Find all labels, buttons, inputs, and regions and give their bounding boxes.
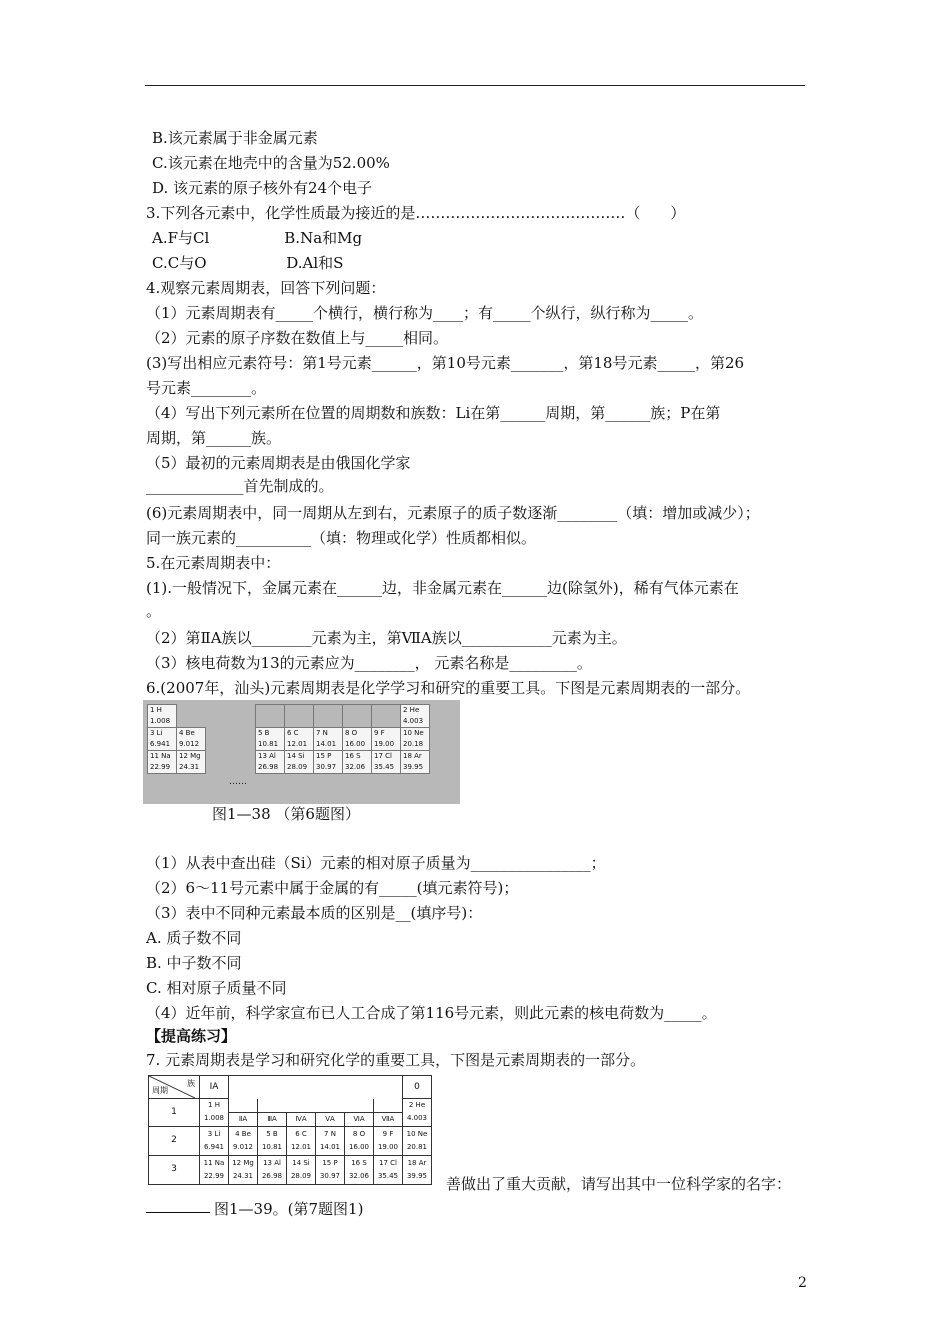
fig2-group-header: ⅠA [200,1076,229,1099]
periodic-table-figure-2 [148,1075,432,1185]
q6-part-3: （3）表中不同种元素最本质的区别是__(填序号)： [146,904,483,922]
fig2-cell: 12 Mg 24.31 [229,1155,258,1184]
question-5: 5.在元素周期表中： [146,554,281,572]
fig2-group-header: 0 [403,1076,432,1099]
question-4: 4.观察元素周期表，回答下列问题： [146,279,386,297]
fig2-group-header: ⅢA [258,1112,287,1126]
fig2-group-header: ⅤA [316,1112,345,1126]
fig2-cell: 4 Be 9.012 [229,1126,258,1155]
option-c: C.该元素在地壳中的含量为52.00% [152,154,390,172]
fig2-corner-header: 族 周期 [149,1076,200,1099]
fig1-cell: 3 Li 6.941 [148,728,177,751]
fig2-cell: 9 F 19.00 [374,1126,403,1155]
fig1-cell: 6 C 12.01 [285,728,314,751]
fig1-cell: 9 F 19.00 [372,728,401,751]
fig2-cell: 2 He 4.003 [403,1099,432,1127]
fig1-cell: 13 Al 26.98 [256,751,285,774]
fig2-cell: 7 N 14.01 [316,1126,345,1155]
fig1-cell: 4 Be 9.012 [177,728,206,751]
question-3: 3.下列各元素中，化学性质最为接近的是……………………………………（ ） [146,204,686,222]
fig2-cell: 14 Si 28.09 [287,1155,316,1184]
periodic-table-figure-1 [143,700,460,804]
q4-part-4: （4）写出下列元素所在位置的周期数和族数：Li在第______周期，第______族；P在第 [146,404,721,422]
question-6: 6.(2007年，汕头)元素周期表是化学学习和研究的重要工具。下图是元素周期表的一部分。 [146,679,751,697]
fig2-cell: 17 Cl 35.45 [374,1155,403,1184]
fig1-cell: 17 Cl 35.45 [372,751,401,774]
fig1-cell: 2 He 4.003 [401,705,430,728]
option-b: B.该元素属于非金属元素 [152,129,318,147]
fig2-period-label: 3 [149,1155,200,1184]
question-7: 7. 元素周期表是学习和研究化学的重要工具，下图是元素周期表的一部分。 [146,1051,646,1069]
fig1-cell: 15 P 30.97 [314,751,343,774]
fig1-ellipsis: …… [229,777,247,787]
fig2-cell: 15 P 30.97 [316,1155,345,1184]
fig2-cell: 11 Na 22.99 [200,1155,229,1184]
fig1-cell: 12 Mg 24.31 [177,751,206,774]
fig2-group-header: ⅥA [345,1112,374,1126]
q5-part-2: （2）第ⅡA族以________元素为主，第ⅦA族以____________元素为主。 [146,629,627,647]
fig2-group-header: ⅣA [287,1112,316,1126]
q6-part-2: （2）6～11号元素中属于金属的有_____(填元素符号)； [146,879,519,897]
fig1-right-block [255,704,430,774]
q4-part-5-cont: _____________首先制成的。 [146,477,334,495]
fig2-cell: 18 Ar 39.95 [403,1155,432,1184]
fig2-period-label: 1 [149,1099,200,1127]
q4-part-3: (3)写出相应元素符号：第1号元素______，第10号元素_______，第18号元素_____，第26 [146,354,745,372]
figure-1-caption: 图1—38 （第6题图） [212,805,360,823]
fig1-left-block [147,704,206,774]
fig2-cell: 13 Al 26.98 [258,1155,287,1184]
q7-continuation: 善做出了重大贡献，请写出其中一位科学家的名字： [446,1175,792,1193]
option-d: D. 该元素的原子核外有24个电子 [152,179,373,197]
fig1-cell: 14 Si 28.09 [285,751,314,774]
q3-options-cd: C.C与O D.Al和S [152,254,344,272]
q3-options-ab: A.F与Cl B.Na和Mg [152,229,363,247]
answer-underline [146,1212,210,1213]
fig1-cell: 18 Ar 39.95 [401,751,430,774]
q6-option-c: C. 相对原子质量不同 [146,979,287,997]
fig2-cell: 6 C 12.01 [287,1126,316,1155]
figure-2-caption: 图1—39。(第7题图1) [214,1200,364,1218]
q4-part-1: （1）元素周期表有_____个横行，横行称为____；有_____个纵行，纵行称为_____。 [146,304,704,322]
fig2-group-header: ⅡA [229,1112,258,1126]
fig1-cell: 16 S 32.06 [343,751,372,774]
fig2-cell: 16 S 32.06 [345,1155,374,1184]
q5-part-1: (1).一般情况下，金属元素在______边，非金属元素在______边(除氢外)，稀有气体元素在 [146,579,739,597]
fig1-cell: 7 N 14.01 [314,728,343,751]
fig1-cell: 11 Na 22.99 [148,751,177,774]
fig2-cell: 8 O 16.00 [345,1126,374,1155]
q6-part-4: （4）近年前，科学家宣布已人工合成了第116号元素，则此元素的核电荷数为_____。 [146,1004,717,1022]
fig2-cell: 1 H 1.008 [200,1099,229,1127]
q5-part-3: （3）核电荷数为13的元素应为________， 元素名称是_________。 [146,654,592,672]
q6-part-1: （1）从表中查出硅（Si）元素的相对原子质量为________________； [146,854,606,872]
header-rule [145,85,805,86]
fig2-cell: 3 Li 6.941 [200,1126,229,1155]
q6-option-b: B. 中子数不同 [146,954,242,972]
fig1-cell: 5 B 10.81 [256,728,285,751]
q4-part-2: （2）元素的原子序数在数值上与_____相同。 [146,329,449,347]
fig1-cell: 8 O 16.00 [343,728,372,751]
page-number: 2 [798,1275,807,1291]
fig2-table [148,1075,432,1185]
q4-part-6: (6)元素周期表中，同一周期从左到右，元素原子的质子数逐渐________（填：增加或减少）； [146,504,760,522]
q4-part-3-cont: 号元素________。 [146,379,267,397]
q5-part-1-cont: 。 [146,602,162,620]
q4-part-5: （5）最初的元素周期表是由俄国化学家 [146,454,411,472]
fig1-cell: 10 Ne 20.18 [401,728,430,751]
q6-option-a: A. 质子数不同 [146,929,242,947]
fig2-group-header: ⅦA [374,1112,403,1126]
fig1-cell: 1 H 1.008 [148,705,177,728]
fig2-cell: 5 B 10.81 [258,1126,287,1155]
fig2-period-label: 2 [149,1126,200,1155]
q4-part-4-cont: 周期，第______族。 [146,429,282,447]
section-heading: 【提高练习】 [146,1027,237,1045]
fig2-cell: 10 Ne 20.81 [403,1126,432,1155]
q4-part-6-cont: 同一族元素的__________（填：物理或化学）性质都相似。 [146,529,537,547]
